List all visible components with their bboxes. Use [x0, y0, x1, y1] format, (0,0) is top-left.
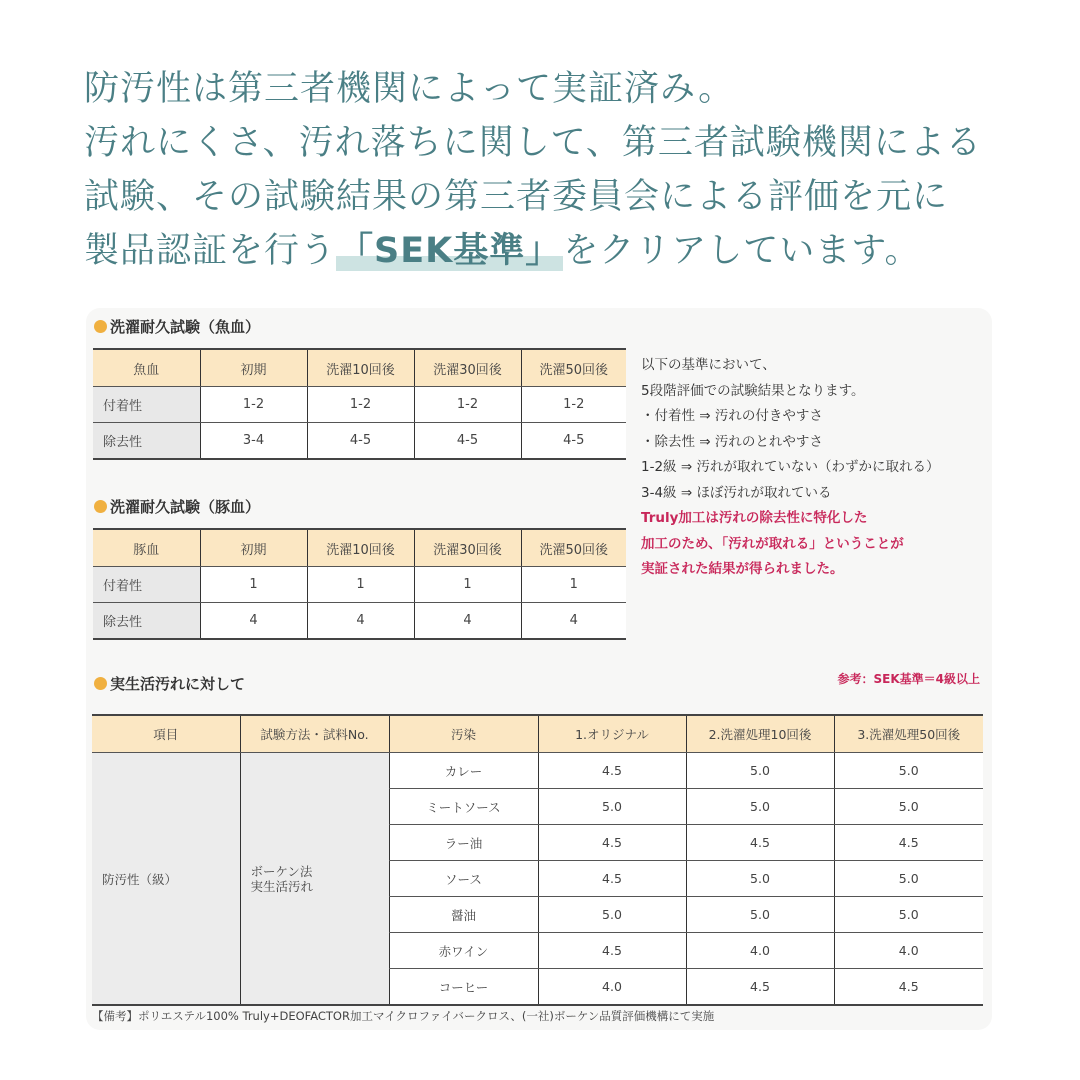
real-life-section-title [94, 673, 245, 694]
header-cell: 3.洗濯処理50回後 [834, 715, 983, 753]
note-line: 3-4級 ⇒ ほぼ汚れが取れている [641, 484, 832, 501]
header-cell: 洗濯30回後 [414, 529, 521, 567]
method-line: ボーケン法 [250, 863, 313, 879]
cell: 5.0 [686, 753, 834, 789]
cell: 5.0 [686, 897, 834, 933]
item-cell: 防汚性（級） [92, 753, 240, 1006]
header-cell: 魚血 [93, 349, 200, 387]
note-emphasis-line: 加工のため、「汚れが取れる」ということが [641, 535, 904, 552]
note-line: 1-2級 ⇒ 汚れが取れていない（わずかに取れる） [641, 459, 940, 475]
cell: 4.5 [686, 969, 834, 1006]
pig-section-title [94, 496, 260, 517]
cell: 4 [200, 603, 307, 640]
cell: 4.5 [686, 825, 834, 861]
row-label: 除去性 [93, 603, 200, 640]
header-cell: 初期 [200, 529, 307, 567]
header-cell: 2.洗濯処理10回後 [686, 715, 834, 753]
method-cell [240, 753, 389, 1006]
method-line: 実生活汚れ [250, 878, 314, 894]
stain-cell: コーヒー [389, 969, 538, 1006]
cell: 5.0 [834, 753, 983, 789]
stain-cell: ソース [389, 861, 538, 897]
cell: 1 [414, 567, 521, 603]
fish-title-text: 洗濯耐久試験（魚血） [110, 318, 261, 336]
headline-line-4-post: をクリアしています。 [563, 231, 921, 271]
results-card [86, 308, 992, 1030]
table-row [93, 567, 626, 603]
cell: 4-5 [521, 423, 626, 460]
cell: 5.0 [538, 789, 686, 825]
header-cell: 1.オリジナル [538, 715, 686, 753]
table-row [93, 387, 626, 423]
real-life-stain-table [92, 714, 983, 1006]
headline-line-4 [84, 224, 1044, 278]
cell: 4.5 [538, 825, 686, 861]
cell: 5.0 [686, 861, 834, 897]
bullet-dot-icon [94, 677, 107, 690]
cell: 4 [414, 603, 521, 640]
note-emphasis-line: Truly加工は汚れの除去性に特化した [641, 510, 868, 526]
cell: 4.0 [834, 933, 983, 969]
cell: 5.0 [834, 861, 983, 897]
cell: 1-2 [307, 387, 414, 423]
cell: 4-5 [307, 423, 414, 460]
cell: 4.5 [538, 753, 686, 789]
headline-line-2: 汚れにくさ、汚れ落ちに関して、第三者試験機関による [84, 123, 982, 163]
header-cell: 洗濯10回後 [307, 529, 414, 567]
cell: 4.0 [538, 969, 686, 1006]
header-cell: 項目 [92, 715, 240, 753]
header-cell: 試験方法・試料No. [240, 715, 389, 753]
table-header-row [93, 349, 626, 387]
real-life-title-text: 実生活汚れに対して [110, 675, 246, 693]
table-header-row [92, 715, 983, 753]
cell: 4.5 [538, 933, 686, 969]
cell: 5.0 [686, 789, 834, 825]
cell: 1-2 [414, 387, 521, 423]
header-cell: 洗濯50回後 [521, 529, 626, 567]
note-line: 5段階評価での試験結果となります。 [641, 382, 865, 399]
cell: 4.5 [834, 969, 983, 1006]
header-cell: 洗濯10回後 [307, 349, 414, 387]
table-header-row [93, 529, 626, 567]
cell: 3-4 [200, 423, 307, 460]
pig-blood-table [93, 528, 626, 640]
stain-cell: ラー油 [389, 825, 538, 861]
header-cell: 洗濯50回後 [521, 349, 626, 387]
sek-highlight: 「SEK基準」 [338, 231, 562, 271]
stain-cell: カレー [389, 753, 538, 789]
table-row [93, 603, 626, 640]
bullet-dot-icon [94, 320, 107, 333]
cell: 5.0 [834, 789, 983, 825]
cell: 4.5 [538, 861, 686, 897]
cell: 1 [200, 567, 307, 603]
cell: 1-2 [521, 387, 626, 423]
cell: 4.5 [834, 825, 983, 861]
cell: 4 [521, 603, 626, 640]
cell: 1-2 [200, 387, 307, 423]
stain-cell: 赤ワイン [389, 933, 538, 969]
sek-reference-note: 参考：SEK基準＝4級以上 [837, 672, 980, 686]
note-line: ・付着性 ⇒ 汚れの付きやすさ [641, 408, 823, 424]
table-row [93, 423, 626, 460]
cell: 5.0 [538, 897, 686, 933]
fish-blood-table [93, 348, 626, 460]
cell: 4 [307, 603, 414, 640]
note-line: ・除去性 ⇒ 汚れのとれやすさ [641, 433, 823, 450]
fish-section-title [94, 316, 260, 337]
footnote: 【備考】ポリエステル100% Truly+DEOFACTOR加工マイクロファイバークロス、(一社)ボーケン品質評価機構にて実施 [92, 1009, 715, 1023]
cell: 4-5 [414, 423, 521, 460]
criteria-notes [641, 353, 939, 583]
bullet-dot-icon [94, 500, 107, 513]
row-label: 除去性 [93, 423, 200, 460]
headline-line-4-pre: 製品認証を行う [84, 231, 337, 271]
cell: 5.0 [834, 897, 983, 933]
headline [84, 62, 1044, 278]
stain-cell: ミートソース [389, 789, 538, 825]
stain-cell: 醤油 [389, 897, 538, 933]
cell: 4.0 [686, 933, 834, 969]
row-label: 付着性 [93, 567, 200, 603]
pig-title-text: 洗濯耐久試験（豚血） [110, 498, 261, 516]
header-cell: 汚染 [389, 715, 538, 753]
note-emphasis-line: 実証された結果が得られました。 [641, 561, 844, 577]
cell: 1 [521, 567, 626, 603]
row-label: 付着性 [93, 387, 200, 423]
headline-line-3: 試験、その試験結果の第三者委員会による評価を元に [84, 177, 949, 217]
table-row [92, 753, 983, 789]
header-cell: 洗濯30回後 [414, 349, 521, 387]
cell: 1 [307, 567, 414, 603]
headline-line-1: 防汚性は第三者機関によって実証済み。 [84, 69, 735, 109]
note-line: 以下の基準において、 [641, 357, 776, 373]
header-cell: 豚血 [93, 529, 200, 567]
header-cell: 初期 [200, 349, 307, 387]
